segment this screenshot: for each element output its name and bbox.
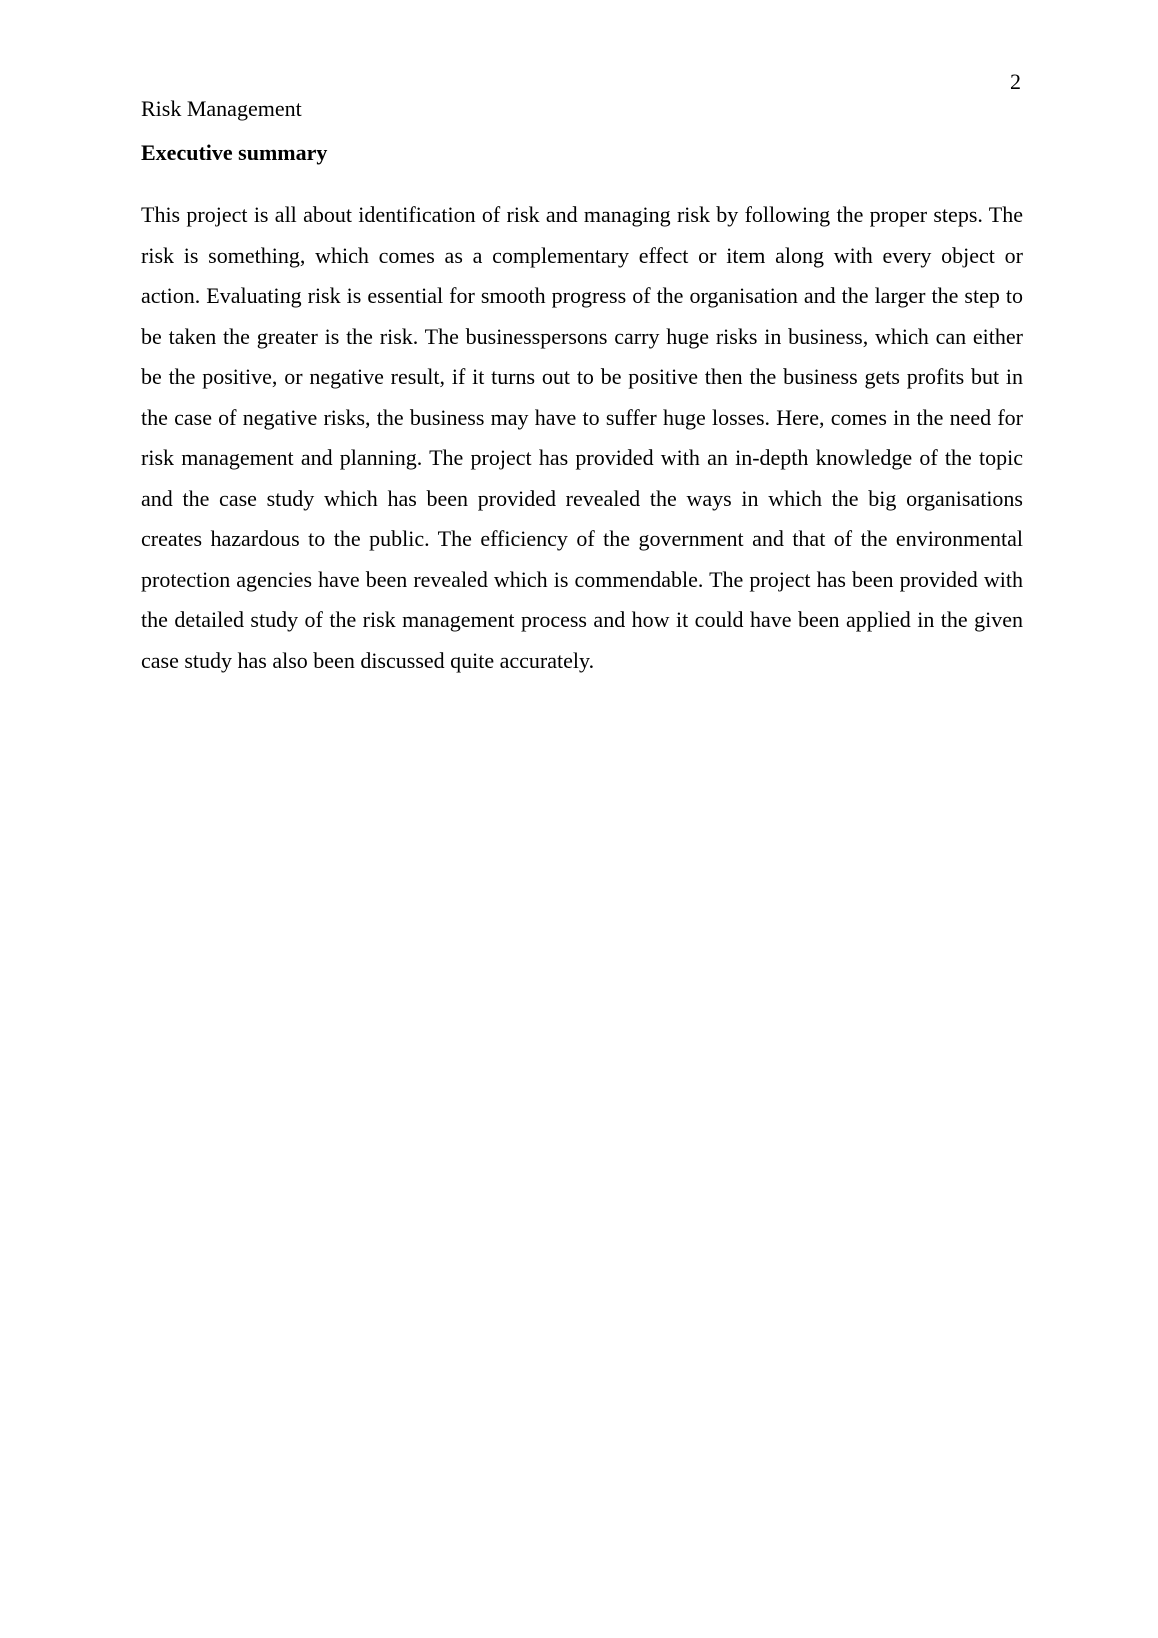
section-heading: Executive summary (141, 140, 328, 165)
executive-summary-paragraph: This project is all about identification of risk and managing risk by following the proper steps. The risk is something, which comes as a complementary effect or item along with every object or action. Evaluating risk is essential for smooth progress of the organisation and the larger the step to be taken the greater is the risk. The businesspersons carry huge risks in business, which can either be the positive, or negative result, if it turns out to be positive then the business gets profits but in the case of negative risks, the business may have to suffer huge losses. Here, comes in the need for risk management and planning. The project has provided with an in-depth knowledge of the topic and the case study which has been provided revealed the ways in which the big organisations creates hazardous to the public. The efficiency of the government and that of the environmental protection agencies have been revealed which is commendable. The project has been provided with the detailed study of the risk management process and how it could have been applied in the given case study has also been discussed quite accurately. (141, 202, 1023, 673)
page-number: 2 (1010, 69, 1021, 94)
running-header: Risk Management (141, 96, 302, 121)
